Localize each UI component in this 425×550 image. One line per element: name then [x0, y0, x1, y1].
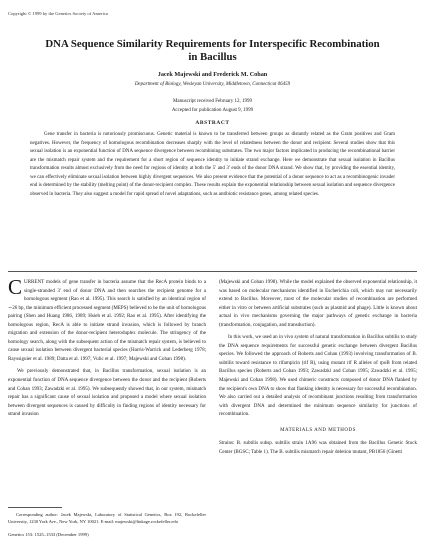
abstract-heading: ABSTRACT [195, 120, 230, 126]
footnote-divider [8, 507, 62, 508]
section-divider [8, 271, 417, 272]
authors: Jacek Majewski and Frederick M. Cohan [157, 71, 268, 78]
strains-paragraph: Strains: B. subtilis subsp. subtilis strain 1A96 was obtained from the Bacillus Genetic Stock Center (BGSC; Table 1). The B. subtilis mismatch repair deletion mutant, PB1856 (Ginetti [219, 440, 417, 455]
materials-methods-heading: MATERIALS AND METHODS [280, 427, 356, 433]
affiliation: Department of Biology, Wesleyan University, Middletown, Connecticut 06459 [134, 82, 291, 87]
intro-paragraph-1-text: URRENT models of gene transfer in bacteria assume that the RecA protein binds to a single-stranded 3′ end of donor DNA and then searches the recipient genome for a homologous segment (Rao et al. 1995). This search is satisfied by an identical region of ∼26 bp, the minimum efficient processed segment (MEPS) believed to be the unit of homologous pairing (Shen and Huang 1986, 1989; Hsieh et al. 1992; Rao et al. 1995). After identifying the homologous region, RecA is able to initiate strand invasion, which is followed by branch migration and extension of the donor-recipient heteroduplex molecule. The stringency of the homology search, along with the subsequent action of the mismatch repair system, is believed to cause sexual isolation between divergent bacterial species (Harris-Warrick and Lederberg 1978; Rayssiguier et al. 1989; Datta et al. 1997; Vulic et al. 1997; Majewski and Cohan 1998). [8, 279, 206, 362]
abstract-text: Gene transfer in bacteria is notoriously promiscuous. Genetic material is known to be transferred between groups as distantly related as the Gram positives and Gram negatives. However, the frequency of homologous recombination decreases sharply with the level of relatedness between the donor and recipient. Several studies show that this sexual isolation is an exponential function of DNA sequence divergence between recombining substrates. The two major factors implicated in producing the recombinational barrier are the mismatch repair system and the requirement for a short region of sequence identity to initiate strand exchange. Here we demonstrate that sexual isolation in Bacillus transformation results almost exclusively from the need for regions of identity at both the 5′ and 3′ ends of the donor DNA strand. We show that, by providing the essential identity, we can effectively eliminate sexual isolation between highly divergent sequences. We also present evidence that the potential of a donor sequence to act as a recombinogenic invader end is determined by the stability (melting point) of the donor-recipient complex. These results explain the exponential relationship between sexual isolation and sequence divergence observed in bacteria. They also suggest a model for rapid spread of novel adaptations, such as antibiotic resistance genes, among related species. [30, 132, 395, 197]
page-title [0, 38, 425, 63]
copyright-line: Copyright © 1999 by the Genetics Society of America [8, 11, 108, 16]
intro-paragraph-3: (Majewski and Cohan 1998). While the model explained the observed exponential relationship, it was based on molecular mechanisms identified in Escherichia coli, which may not necessarily extend to Bacillus. Moreover, most of the molecular studies of recombination are performed either in vitro or between artificial substrates (such as plasmid and phage). Little is known about actual in vivo mechanisms governing the major pathways of genetic exchange in bacteria (transformation, conjugation, and transduction). [219, 279, 417, 328]
left-column [8, 275, 206, 419]
title-line-1: DNA Sequence Similarity Requirements for Interspecific Recombination [45, 38, 380, 50]
journal-footline: Genetics 153: 1525–1533 (December 1999) [8, 532, 89, 537]
received-dates [0, 98, 425, 115]
title-line-2: in Bacillus [188, 50, 237, 63]
intro-paragraph-1 [8, 275, 206, 363]
intro-paragraph-2: We previously demonstrated that, in Bacillus transformation, sexual isolation is an exponential function of DNA sequence divergence between the donor and the recipient (Roberts and Cohan 1993; Zawadzki et al. 1995). We subsequently showed that, in our system, mismatch repair has a significant cause of sexual isolation and proposed a model where sexual isolation between divergent sequences is caused by difficulty in finding regions of identity necessary for strand invasion [8, 368, 206, 418]
drop-cap: C [8, 275, 23, 299]
accepted-date: Accepted for publication August 9, 1999 [171, 107, 254, 113]
right-column [219, 278, 417, 456]
corresponding-author-footnote: Corresponding author: Jacek Majewski, Laboratory of Statistical Genetics, Box 192, Rockefeller University, 1230 York Ave., New York, NY 10021. E-mail: majewski@linkage.rockefeller.edu [8, 512, 206, 524]
intro-paragraph-4: In this work, we used an in vivo system of natural transformation in Bacillus subtilis to study the DNA sequence requirements for successful genetic exchange between divergent Bacillus species. We followed the approach of Roberts and Cohan (1993) involving transformation of B. subtilis toward resistance to rifampicin (rif R), using mutant rif R alleles of rpoB from related Bacillus species (Roberts and Cohan 1993; Zawadzki and Cohan 1995; Zawadzki et al. 1995; Majewski and Cohan 1998). We used chimeric constructs composed of donor DNA flanked by the recipient's own DNA to show that flanking identity is necessary for successful recombination. We also carried out a detailed analysis of recombinant junctions resulting from transformation with divergent DNA and determined the minimum sequence similarity for junctions of recombination. [219, 334, 417, 418]
manuscript-received: Manuscript received February 12, 1999 [172, 99, 252, 104]
